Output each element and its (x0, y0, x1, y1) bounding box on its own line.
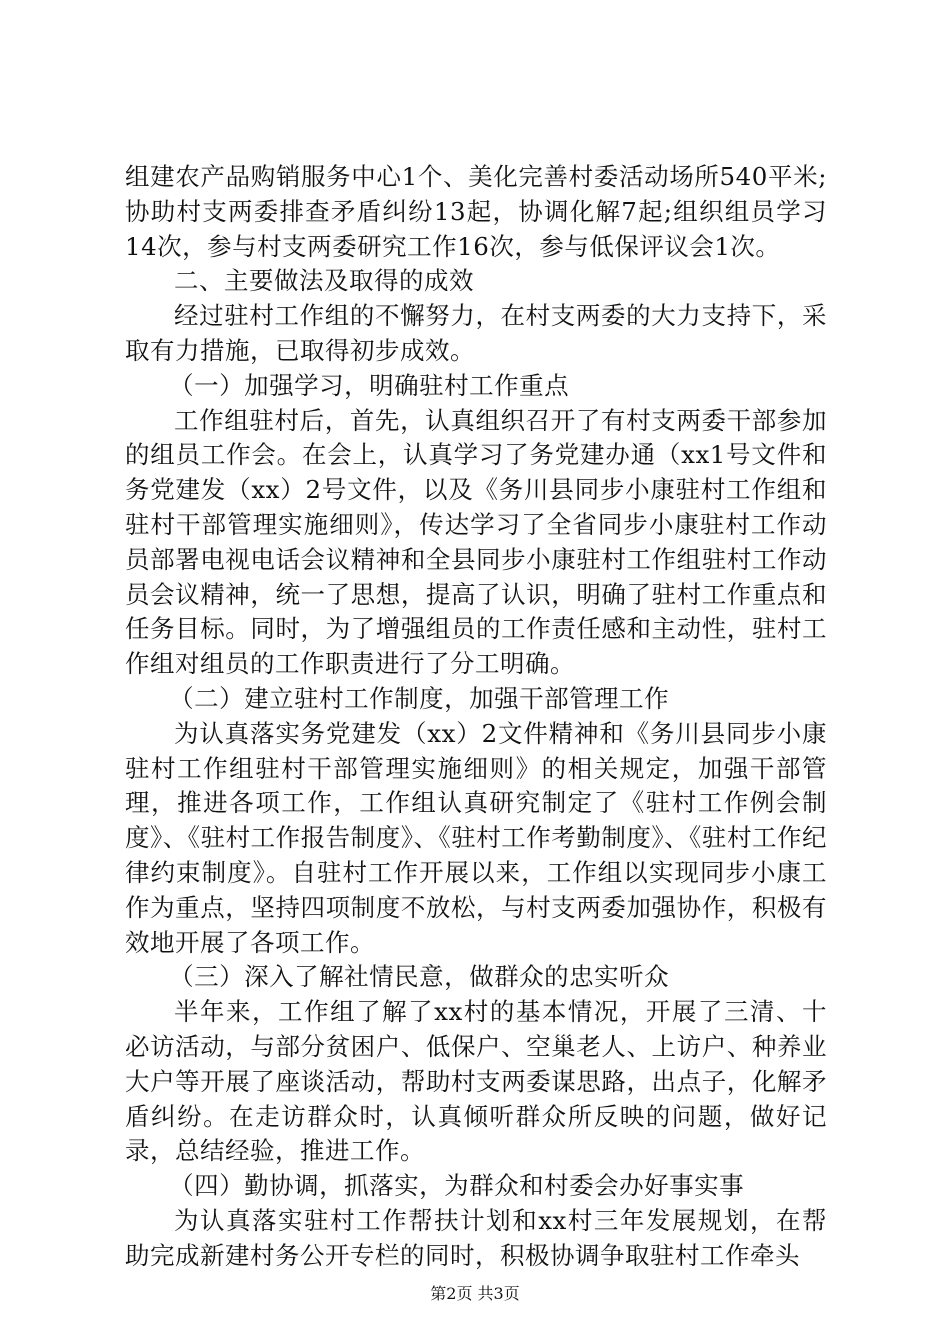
section-heading-main-practices: 二、主要做法及取得的成效 (174, 266, 474, 296)
paragraph-summary-continued: 组建农产品购销服务中心1个、美化完善村委活动场所540平米;协助村支两委排查矛盾纠纷13起，协调化解7起;组织组员学习14次，参与村支两委研究工作16次，参与低保评议会1次。 (125, 162, 827, 261)
page-number-footer: 第2页 共3页 (430, 1284, 520, 1303)
paragraph-work-system: 为认真落实务党建发（xx）2文件精神和《务川县同步小康驻村工作组驻村干部管理实施细则》的相关规定，加强干部管理，推进各项工作，工作组认真研究制定了《驻村工作例会制度》、《驻村工作报告制度》、《驻村工作考勤制度》、《驻村工作纪律约束制度》。自驻村工作开展以来，工作组以实现同步小康工作为重点，坚持四项制度不放松，与村支两委加强协作，积极有效地开展了各项工作。 (125, 718, 827, 957)
subheading-work-system: （二）建立驻村工作制度，加强干部管理工作 (169, 683, 670, 713)
paragraph-coordination: 为认真落实驻村工作帮扶计划和xx村三年发展规划，在帮助完成新建村务公开专栏的同时，积极协调争取驻村工作牵头 (125, 1205, 827, 1270)
subheading-coordination: （四）勤协调，抓落实，为群众和村委会办好事实事 (169, 1171, 745, 1201)
document-body (125, 160, 827, 1274)
paragraph-public-opinion: 半年来，工作组了解了xx村的基本情况，开展了三清、十必访活动，与部分贫困户、低保户、空巢老人、上访户、种养业大户等开展了座谈活动，帮助村支两委谋思路，出点子，化解矛盾纠纷。在走访群众时，认真倾听群众所反映的问题，做好记录，总结经验，推进工作。 (125, 997, 827, 1166)
paragraph-learning: 工作组驻村后，首先，认真组织召开了有村支两委干部参加的组员工作会。在会上，认真学习了务党建办通（xx1号文件和务党建发（xx）2号文件，以及《务川县同步小康驻村工作组和驻村干部管理实施细则》，传达学习了全省同步小康驻村工作动员部署电视电话会议精神和全县同步小康驻村工作组驻村工作动员会议精神，统一了思想，提高了认识，明确了驻村工作重点和任务目标。同时，为了增强组员的工作责任感和主动性，驻村工作组对组员的工作职责进行了分工明确。 (125, 405, 827, 679)
subheading-strengthen-learning: （一）加强学习，明确驻村工作重点 (169, 370, 570, 400)
paragraph-intro: 经过驻村工作组的不懈努力，在村支两委的大力支持下，采取有力措施，已取得初步成效。 (125, 301, 827, 365)
subheading-public-opinion: （三）深入了解社情民意，做群众的忠实听众 (169, 962, 670, 992)
